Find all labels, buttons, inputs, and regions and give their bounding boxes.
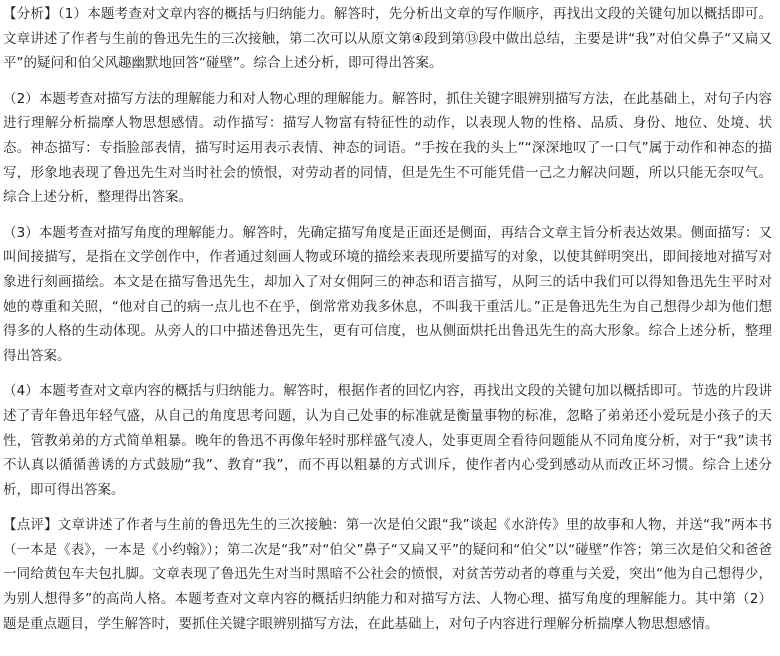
comment-paragraph: 【点评】文章讲述了作者与生前的鲁迅先生的三次接触：第一次是伯父跟“我”谈起《水浒传》里的故事和人物，并送“我”两本书（一本是《表》，一本是《小约翰》）；第二次是“我”对“伯父”鼻子“又扁又平”的疑问和“伯父”以“碰壁”作答；第三次是伯父和爸爸一同给黄包车夫包扎脚。文章表现了鲁迅先生对当时黑暗不公社会的愤恨，对贫苦劳动者的尊重与关爱，突出“他为自己想得少，为别人想得多”的高尚人格。本题考查对文章内容的概括归纳能力和对描写方法、人物心理、描写角度的理解能力。其中第（2）题是重点题目，学生解答时，要抓住关键字眼辨别描写方法，在此基础上，对句子内容进行理解分析揣摩人物思想感情。 (3, 517, 772, 632)
analysis-paragraph-3: （3）本题考查对描写角度的理解能力。解答时，先确定描写角度是正面还是侧面，再结合文章主旨分析表达效果。侧面描写：又叫间接描写，是指在文学创作中，作者通过刻画人物或环境的描绘来表现所要描写的对象，以使其鲜明突出，即间接地对描写对象进行刻画描绘。本文是在描写鲁迅先生，却加入了对女佣阿三的神态和语言描写，从阿三的话中我们可以得知鲁迅先生平时对她的尊重和关照，“他对自己的病一点儿也不在乎，倒常常劝我多休息，不叫我干重活儿。”正是鲁迅先生为自己想得少却为他们想得多的人格的生动体现。从旁人的口中描述鲁迅先生，更有可信度，也从侧面烘托出鲁迅先生的高大形象。综合上述分析，整理得出答案。 (3, 224, 772, 364)
analysis-paragraph-4: （4）本题考查对文章内容的概括与归纳能力。解答时，根据作者的回忆内容，再找出文段的关键句加以概括即可。节选的片段讲述了青年鲁迅年轻气盛，从自己的角度思考问题，认为自己处事的标准就是衡量事物的标准，忽略了弟弟还小爱玩是小孩子的天性，管教弟弟的方式简单粗暴。晚年的鲁迅不再像年轻时那样盛气凌人，处事更周全看待问题能从不同角度分析，对于“我”读书不认真以循循善诱的方式鼓励“我”、教育“我”，而不再以粗暴的方式训斥，使作者内心受到感动从而改正坏习惯。综合上述分析，即可得出答案。 (3, 383, 772, 498)
analysis-paragraph-1: 【分析】（1）本题考查对文章内容的概括与归纳能力。解答时，先分析出文章的写作顺序，再找出文段的关键句加以概括即可。文章讲述了作者与生前的鲁迅先生的三次接触，第二次可以从原文第④段到第⑬段中做出总结，主要是讲“我”对伯父鼻子“又扁又平”的疑问和伯父风趣幽默地回答“碰壁”。综合上述分析，即可得出答案。 (3, 6, 772, 72)
analysis-paragraph-2: （2）本题考查对描写方法的理解能力和对人物心理的理解能力。解答时，抓住关键字眼辨别描写方法，在此基础上，对句子内容进行理解分析揣摩人物思想感情。动作描写：描写人物富有特征性的动作，以表现人物的性格、品质、身份、地位、处境、状态。神态描写：专指脸部表情，描写时运用表示表情、神态的词语。“手按在我的头上”“深深地叹了一口气”属于动作和神态的描写，形象地表现了鲁迅先生对当时社会的愤恨，对劳动者的同情，但是先生不可能凭借一己之力解决问题，所以只能无奈叹气。综合上述分析，整理得出答案。 (3, 90, 772, 206)
